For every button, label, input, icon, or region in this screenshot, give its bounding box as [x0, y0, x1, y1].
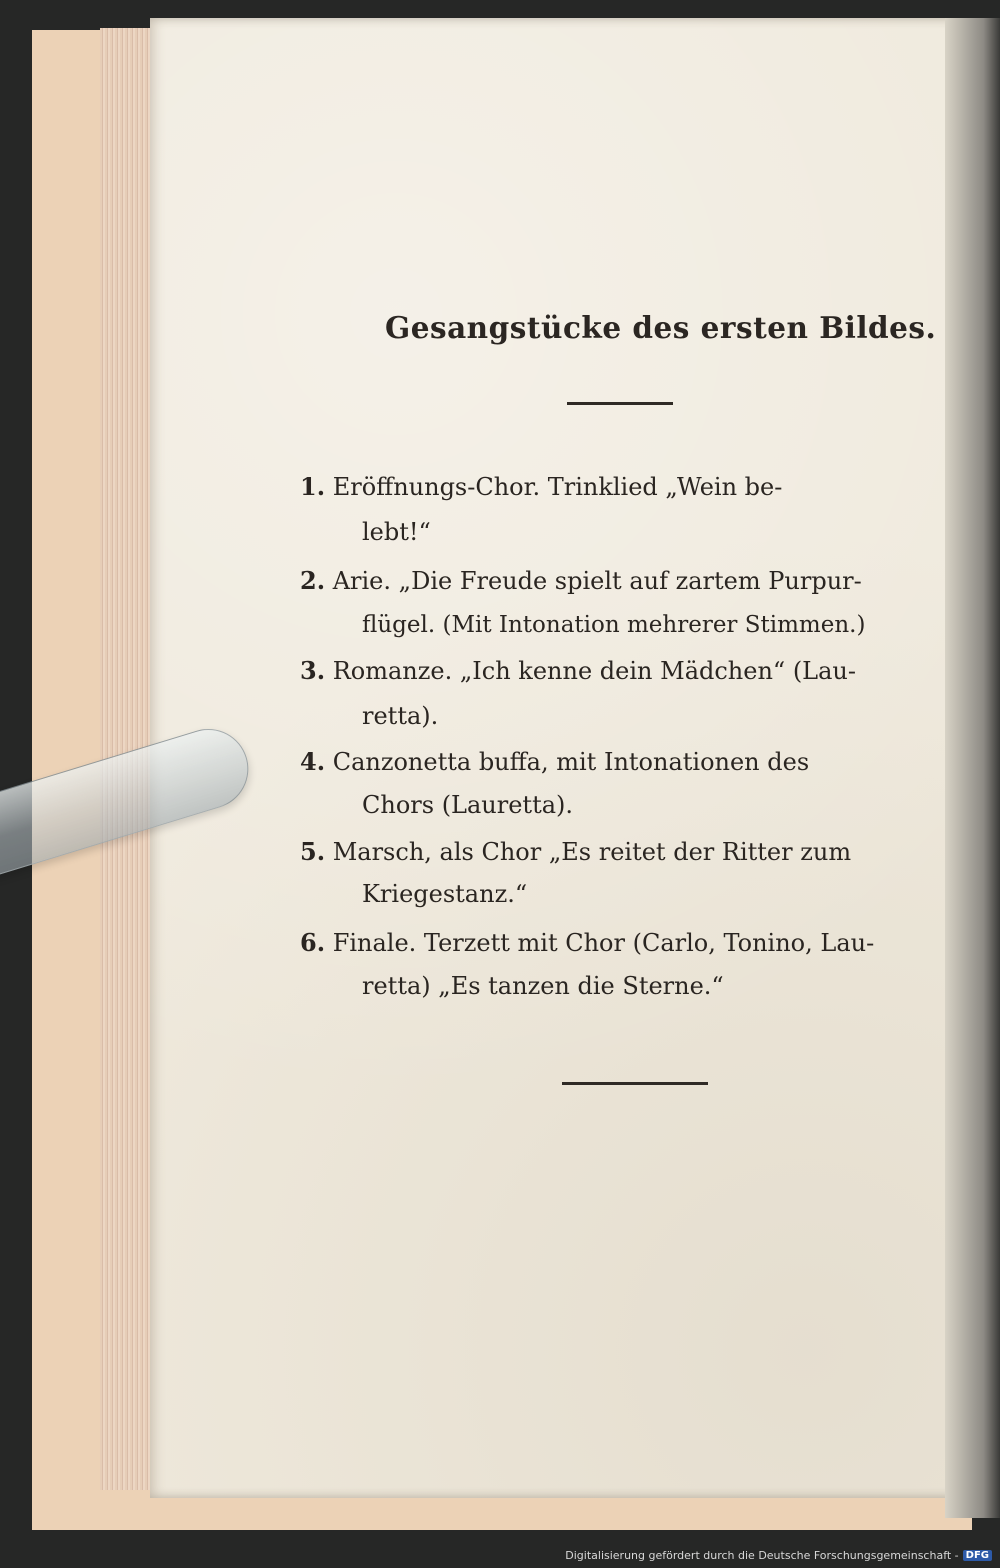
list-item-3-line-1	[300, 656, 856, 685]
list-item-text: Arie. „Die Freude spielt auf zartem Purpur-	[332, 567, 862, 595]
list-item-number: 2.	[300, 566, 326, 595]
list-item-text: Eröffnungs-Chor. Trinklied „Wein be-	[332, 473, 783, 501]
list-item-4-line-2: Chors (Lauretta).	[362, 791, 574, 819]
dfg-logo-icon: DFG	[963, 1550, 992, 1561]
top-divider	[567, 402, 673, 405]
list-item-2-line-1	[300, 566, 862, 595]
list-item-1-line-1	[300, 472, 782, 501]
page-gutter-shadow	[945, 18, 1000, 1518]
list-item-number: 6.	[300, 928, 326, 957]
list-item-6-line-2: retta) „Es tanzen die Sterne.“	[362, 972, 724, 1000]
list-item-text: Finale. Terzett mit Chor (Carlo, Tonino, Lau-	[332, 929, 875, 957]
list-item-number: 3.	[300, 656, 326, 685]
list-item-text: Romanze. „Ich kenne dein Mädchen“ (Lau-	[332, 657, 856, 685]
list-item-3-line-2: retta).	[362, 702, 439, 730]
list-item-6-line-1	[300, 928, 874, 957]
digitization-credit	[565, 1549, 992, 1562]
list-item-5-line-1	[300, 837, 851, 866]
list-item-4-line-1	[300, 747, 809, 776]
list-item-number: 1.	[300, 472, 326, 501]
list-item-5-line-2: Kriegestanz.“	[362, 880, 528, 908]
list-item-1-line-2: lebt!“	[362, 518, 431, 546]
list-item-number: 4.	[300, 747, 326, 776]
bottom-divider	[562, 1082, 708, 1085]
list-item-2-line-2: flügel. (Mit Intonation mehrerer Stimmen.)	[362, 612, 866, 638]
list-item-number: 5.	[300, 837, 326, 866]
list-item-text: Canzonetta buffa, mit Intonationen des	[332, 748, 810, 776]
credit-text: Digitalisierung gefördert durch die Deutsche Forschungsgemeinschaft -	[565, 1549, 959, 1562]
list-item-text: Marsch, als Chor „Es reitet der Ritter zum	[332, 838, 852, 866]
page-heading: Gesangstücke des ersten Bildes.	[385, 310, 937, 345]
